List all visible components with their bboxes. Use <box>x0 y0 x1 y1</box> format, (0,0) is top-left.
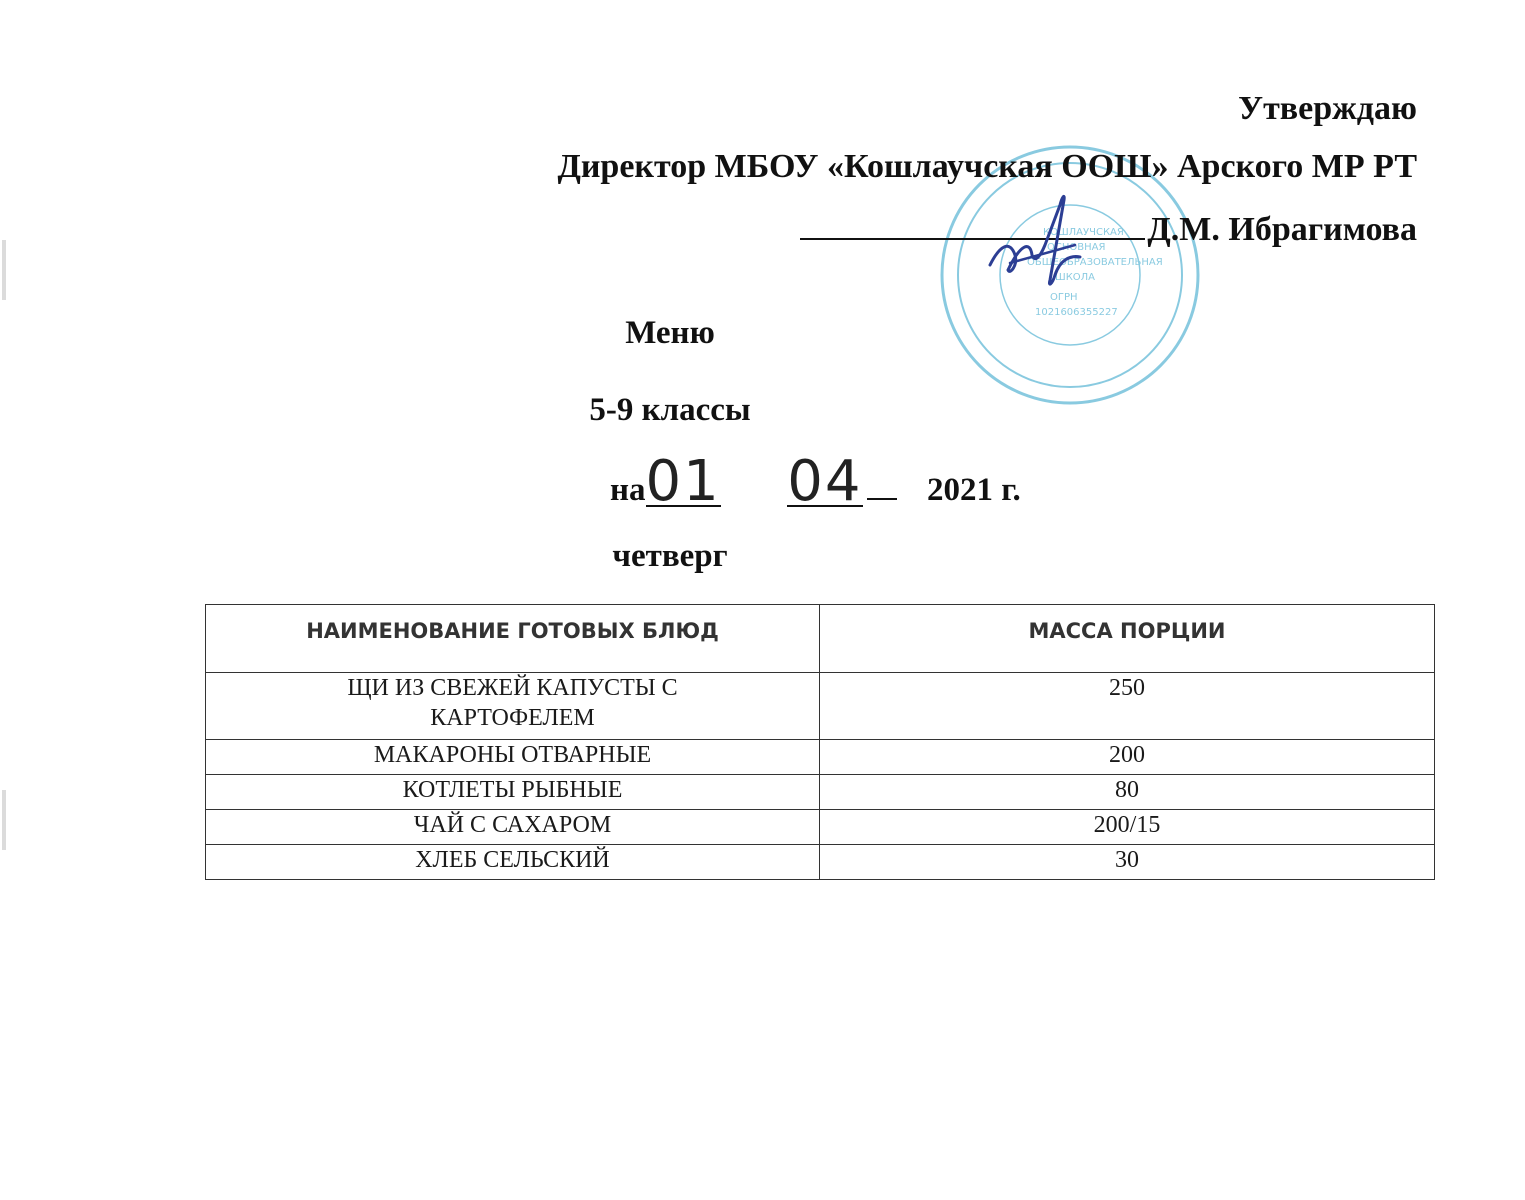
approval-block <box>417 92 1417 266</box>
svg-text:ОСНОВНАЯ: ОСНОВНАЯ <box>1047 242 1106 253</box>
table-row <box>206 775 1435 810</box>
menu-title: Меню <box>625 315 715 351</box>
table-header-row <box>206 605 1435 673</box>
svg-text:ОБЩЕОБРАЗОВАТЕЛЬНАЯ: ОБЩЕОБРАЗОВАТЕЛЬНАЯ <box>1027 257 1163 268</box>
scan-mark <box>2 790 6 850</box>
signature-line <box>417 208 1417 266</box>
date-line <box>470 449 1170 514</box>
dish-cell: МАКАРОНЫ ОТВАРНЫЕ <box>206 740 820 775</box>
table-row <box>206 845 1435 880</box>
handwritten-signature <box>980 185 1100 295</box>
table-row <box>206 673 1435 740</box>
date-month: 04 <box>787 449 863 514</box>
weekday-label: четверг <box>612 538 728 574</box>
scan-mark <box>2 240 6 300</box>
dish-cell: КОТЛЕТЫ РЫБНЫЕ <box>206 775 820 810</box>
svg-text:ОГРН: ОГРН <box>1050 292 1078 303</box>
mass-cell: 250 <box>820 673 1435 740</box>
dish-cell: ЩИ ИЗ СВЕЖЕЙ КАПУСТЫ С КАРТОФЕЛЕМ <box>206 673 820 740</box>
approve-label: Утверждаю <box>1238 90 1417 127</box>
date-year: 2021 г. <box>927 472 1021 508</box>
header-portion-mass: МАССА ПОРЦИИ <box>820 605 1435 673</box>
date-blank <box>867 498 897 500</box>
svg-text:1021606355227: 1021606355227 <box>1035 307 1118 318</box>
table-row <box>206 810 1435 845</box>
svg-text:ШКОЛА: ШКОЛА <box>1055 272 1096 283</box>
director-title: Директор МБОУ «Кошлаучская ООШ» Арского МР РТ <box>557 148 1417 185</box>
mass-cell: 200/15 <box>820 810 1435 845</box>
svg-text:КОШЛАУЧСКАЯ: КОШЛАУЧСКАЯ <box>1043 227 1124 238</box>
date-prefix: на <box>610 472 646 508</box>
table-row <box>206 740 1435 775</box>
header-dish-name: НАИМЕНОВАНИЕ ГОТОВЫХ БЛЮД <box>206 605 820 673</box>
signer-name: Д.М. Ибрагимова <box>1147 211 1417 248</box>
mass-cell: 80 <box>820 775 1435 810</box>
dish-cell: ХЛЕБ СЕЛЬСКИЙ <box>206 845 820 880</box>
dish-cell: ЧАЙ С САХАРОМ <box>206 810 820 845</box>
mass-cell: 200 <box>820 740 1435 775</box>
menu-table <box>205 604 1435 880</box>
date-day: 01 <box>645 449 721 514</box>
grades-label: 5-9 классы <box>589 392 751 428</box>
mass-cell: 30 <box>820 845 1435 880</box>
